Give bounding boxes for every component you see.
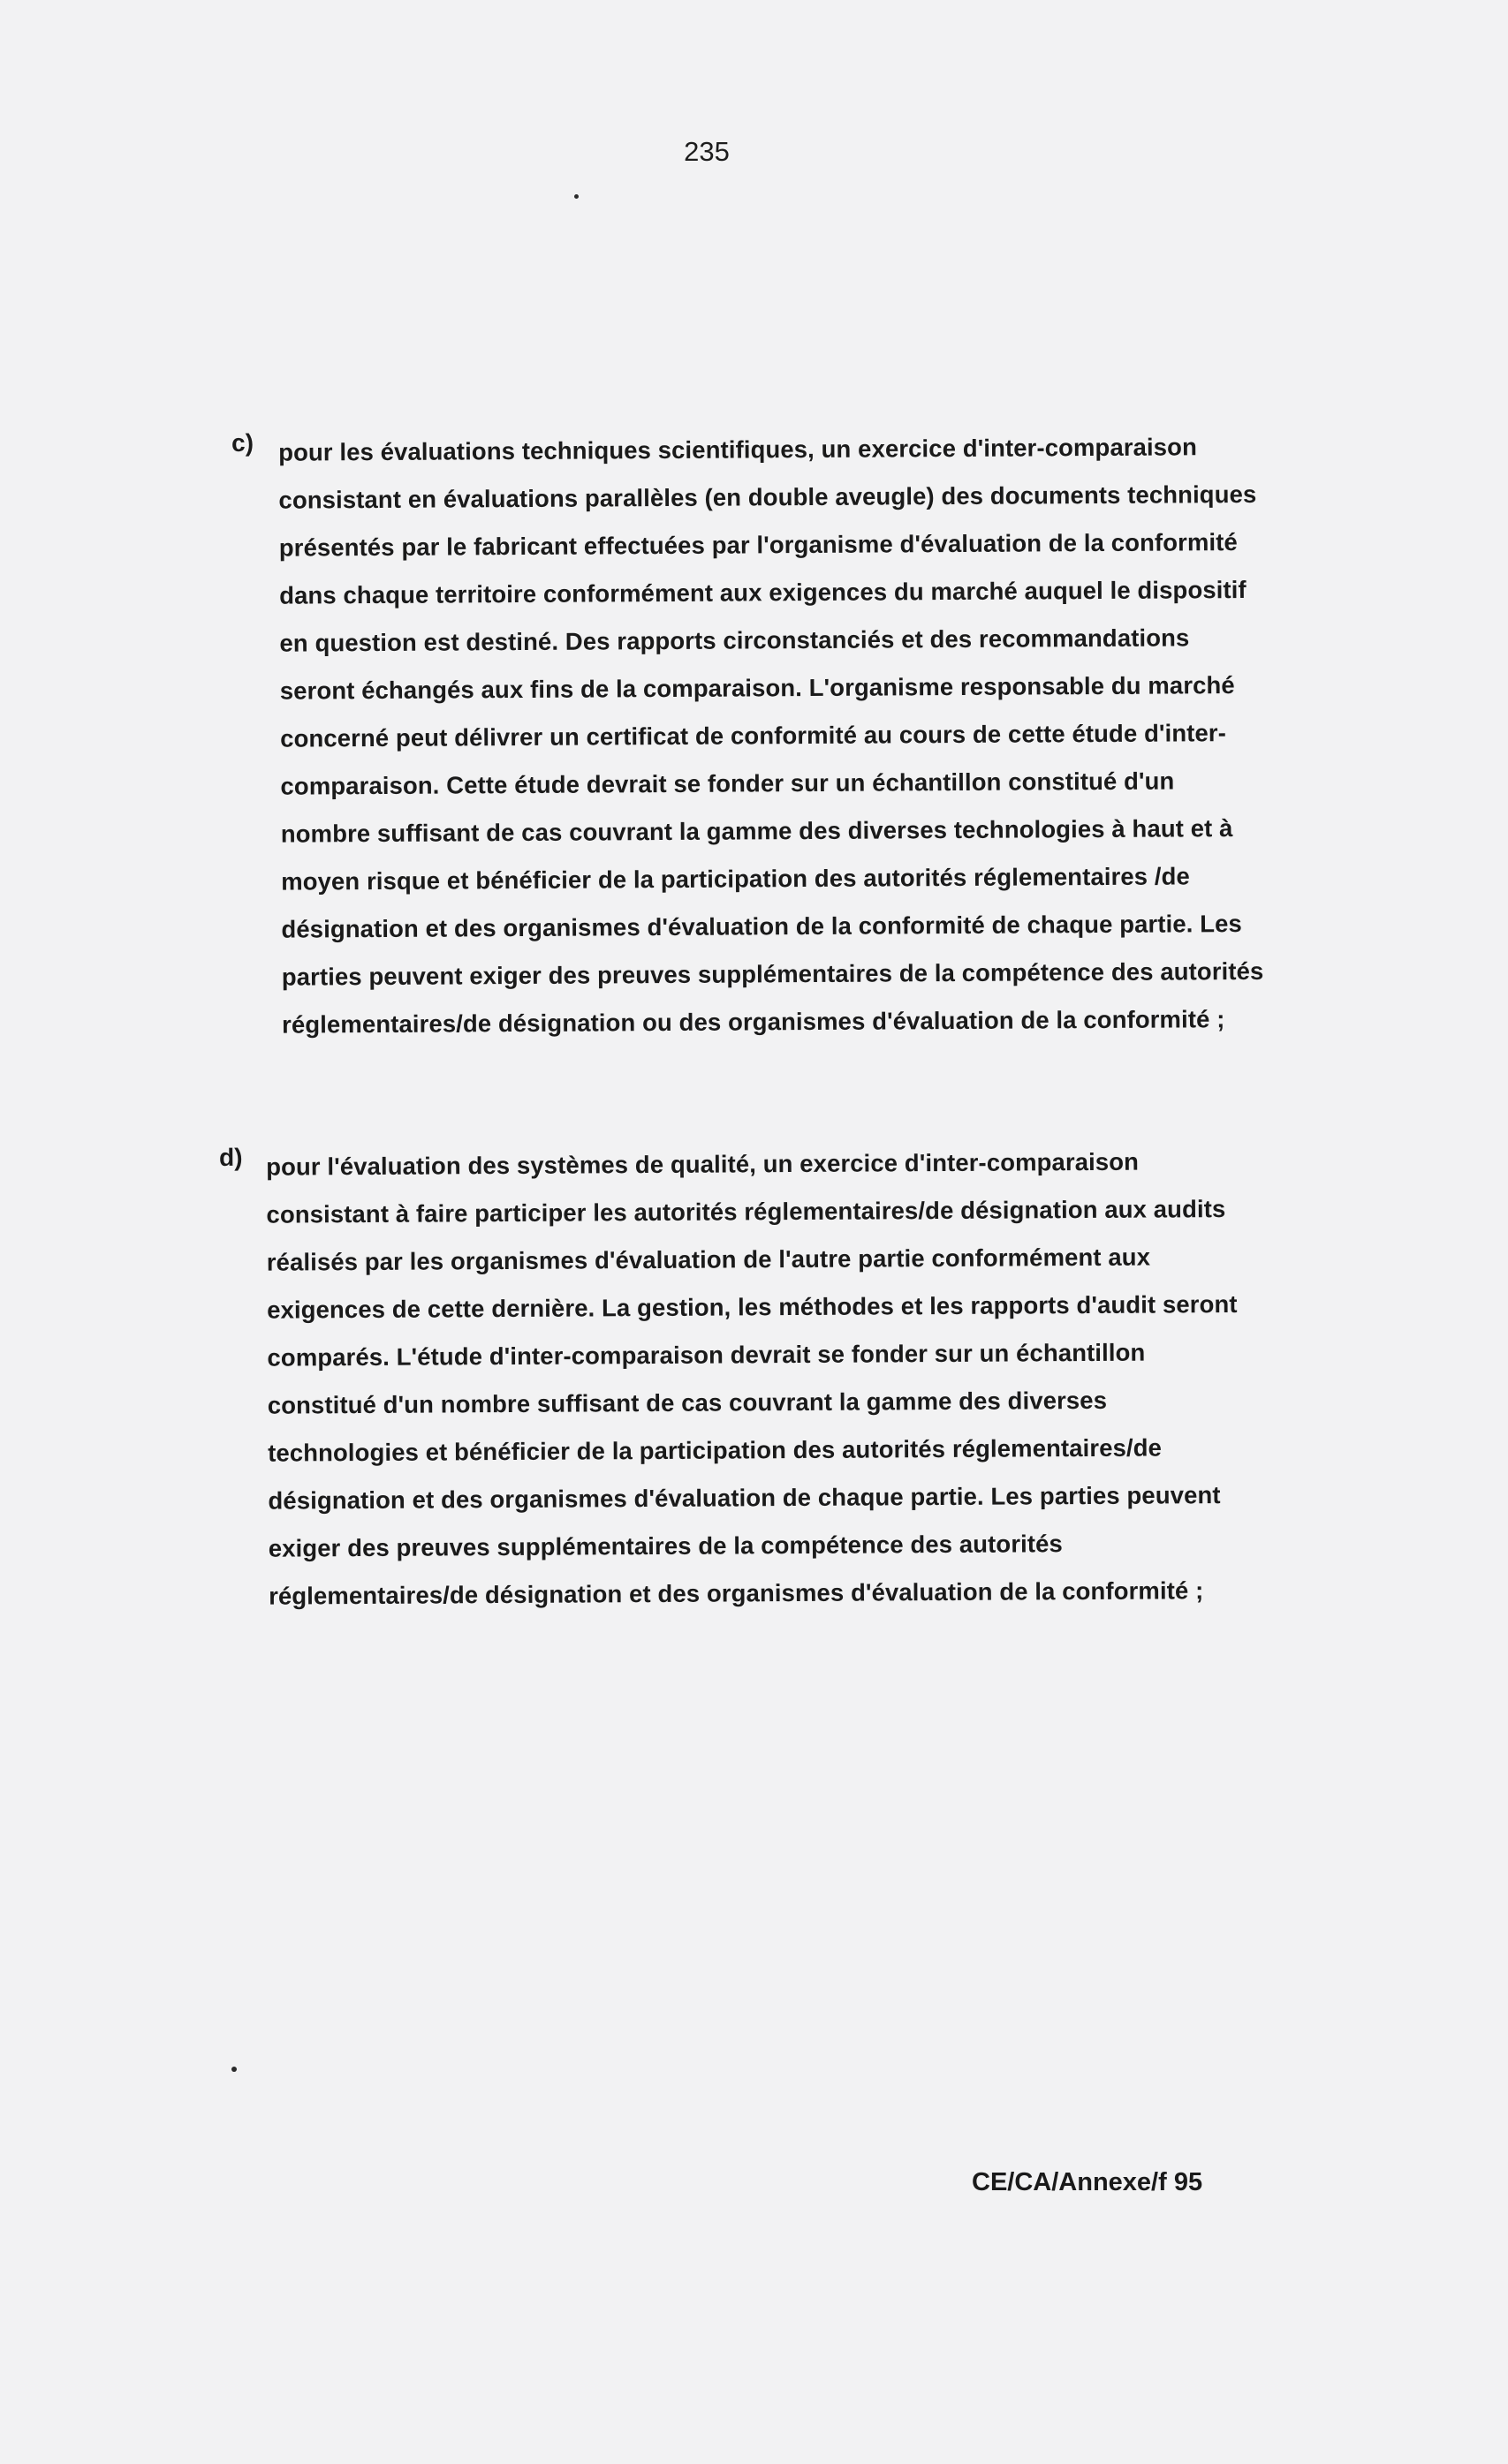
list-item-c (231, 423, 1295, 1049)
page-number: 235 (684, 136, 730, 167)
list-item-text: pour les évaluations techniques scientifiques, un exercice d'inter-comparaison consistant en évaluations parallèles (en double aveugle) des documents techniques présentés par le fabricant effectuées par l'organisme d'évaluation de la conformité dans chaque territoire conformément aux exigences du marché auquel le dispositif en question est destiné. Des rapports circonstanciés et des recommandations seront échangés aux fins de la comparaison. L'organisme responsable du marché concerné peut délivrer un certificat de conformité au cours de cette étude d'inter-comparaison. Cette étude devrait se fonder sur un échantillon constitué d'un nombre suffisant de cas couvrant la gamme des diverses technologies à haut et à moyen risque et bénéficier de la participation des autorités réglementaires /de désignation et des organismes d'évaluation de la conformité de chaque partie. Les parties peuvent exiger des preuves supplémentaires de la compétence des autorités réglementaires/de désignation ou des organismes d'évaluation de la conformité ; (278, 433, 1264, 1039)
list-item-letter: c) (231, 428, 254, 457)
ink-speck (231, 2067, 237, 2072)
ink-speck (574, 194, 579, 199)
list-item-text: pour l'évaluation des systèmes de qualité, un exercice d'inter-comparaison consistant à faire participer les autorités réglementaires/de désignation aux audits réalisés par les organismes d'évaluation de l'autre partie conformément aux exigences de cette dernière. La gestion, les méthodes et les rapports d'audit seront comparés. L'étude d'inter-comparaison devrait se fonder sur un échantillon constitué d'un nombre suffisant de cas couvrant la gamme des diverses technologies et bénéficier de la participation des autorités réglementaires/de désignation et des organismes d'évaluation de chaque partie. Les parties peuvent exiger des preuves supplémentaires de la compétence des autorités réglementaires/de désignation et des organismes d'évaluation de la conformité ; (266, 1147, 1238, 1610)
list-item-letter: d) (219, 1143, 243, 1171)
list-item-d (219, 1138, 1282, 1621)
footer-reference: CE/CA/Annexe/f 95 (972, 2168, 1203, 2196)
